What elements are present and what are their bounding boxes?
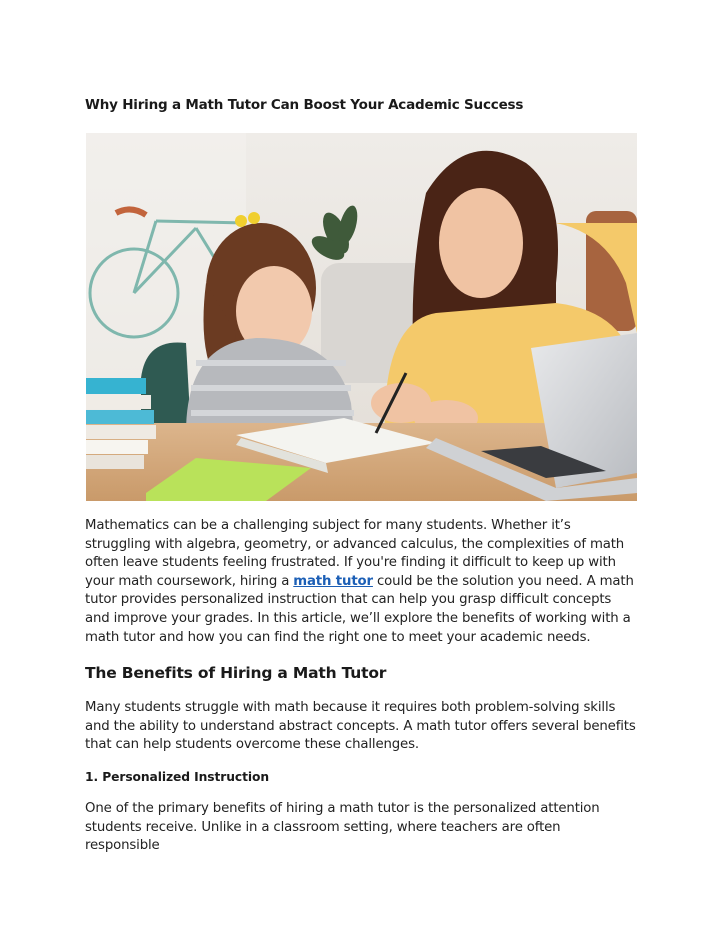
section-heading: The Benefits of Hiring a Math Tutor <box>85 664 387 682</box>
hero-image <box>86 133 637 501</box>
math-tutor-link[interactable]: math tutor <box>293 573 373 589</box>
section-paragraph: Many students struggle with math because it requires both problem-solving skills and the ability to understand abstract concepts. A math tutor offers several benefits that can help students overcome these challenges. <box>85 700 636 753</box>
subheading: 1. Personalized Instruction <box>85 770 269 784</box>
subsection-paragraph: One of the primary benefits of hiring a math tutor is the personalized attention students receive. Unlike in a classroom setting, where teachers are often responsible <box>85 801 600 854</box>
article-title: Why Hiring a Math Tutor Can Boost Your Academic Success <box>85 97 524 113</box>
intro-paragraph: Mathematics can be a challenging subject for many students. Whether it’s struggling with algebra, geometry, or advanced calculus, the complexities of math often leave students feeling frustrated. If you're finding it difficult to keep up with your math coursework, hiring a math tutor could be the solution you need. A math tutor provides personalized instruction that can help you grasp difficult concepts and improve your grades. In this article, we’ll explore the benefits of working with a math tutor and how you can find the right one to meet your academic needs. <box>85 518 634 645</box>
